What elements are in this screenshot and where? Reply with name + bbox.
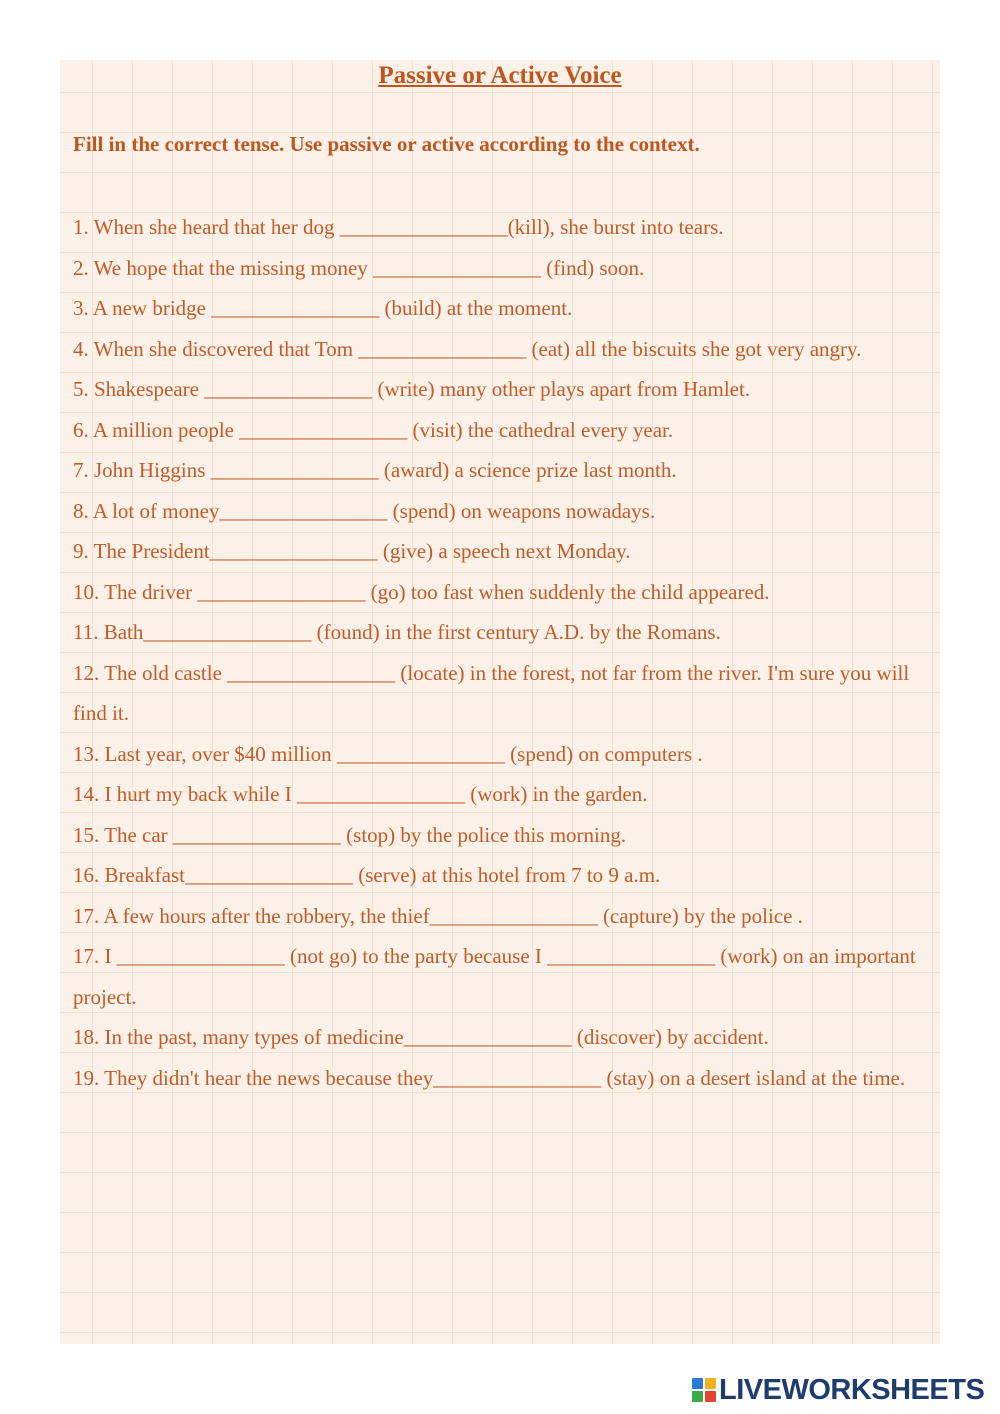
question-item: 1. When she heard that her dog ________________(kill), she burst into tears. bbox=[73, 215, 724, 239]
question-list bbox=[73, 207, 925, 1098]
page-title: Passive or Active Voice bbox=[378, 62, 622, 89]
question-item: 9. The President________________ (give) a speech next Monday. bbox=[73, 539, 631, 563]
question-item: 4. When she discovered that Tom ________________ (eat) all the biscuits she got very angry. bbox=[73, 336, 862, 361]
question-item: 10. The driver ________________ (go) too fast when suddenly the child appeared. bbox=[73, 579, 770, 604]
question-item: 8. A lot of money________________ (spend) on weapons nowadays. bbox=[73, 498, 656, 523]
question-item: 14. I hurt my back while I ________________ (work) in the garden. bbox=[73, 782, 648, 806]
brand-name: LIVEWORKSHEETS bbox=[719, 1373, 985, 1406]
question-item: 5. Shakespeare ________________ (write) many other plays apart from Hamlet. bbox=[73, 377, 751, 401]
worksheet-page bbox=[60, 60, 940, 1344]
question-item: 7. John Higgins ________________ (award) a science prize last month. bbox=[73, 458, 677, 482]
liveworksheets-logo-icon bbox=[692, 1378, 716, 1402]
question-item: 17. I ________________ (not go) to the party because I ________________ (work) on an important project. bbox=[73, 944, 916, 1009]
question-item: 15. The car ________________ (stop) by the police this morning. bbox=[73, 822, 627, 847]
logo-square bbox=[705, 1391, 716, 1402]
logo-square bbox=[692, 1391, 703, 1402]
question-item: 2. We hope that the missing money ________________ (find) soon. bbox=[73, 255, 645, 280]
question-item: 12. The old castle ________________ (locate) in the forest, not far from the river. I'm sure you will find it. bbox=[73, 660, 910, 725]
question-item: 11. Bath________________ (found) in the first century A.D. by the Romans. bbox=[73, 620, 721, 644]
liveworksheets-brand[interactable] bbox=[692, 1373, 984, 1407]
logo-square bbox=[692, 1378, 703, 1389]
question-item: 19. They didn't hear the news because they________________ (stay) on a desert island at the time. bbox=[73, 1065, 906, 1090]
question-item: 3. A new bridge ________________ (build) at the moment. bbox=[73, 296, 573, 320]
question-item: 16. Breakfast________________ (serve) at this hotel from 7 to 9 a.m. bbox=[73, 863, 661, 887]
question-item: 18. In the past, many types of medicine________________ (discover) by accident. bbox=[73, 1025, 769, 1049]
question-item: 13. Last year, over $40 million ________________ (spend) on computers . bbox=[73, 741, 703, 766]
question-item: 17. A few hours after the robbery, the thief________________ (capture) by the police . bbox=[73, 903, 803, 928]
logo-square bbox=[705, 1378, 716, 1389]
question-item: 6. A million people ________________ (visit) the cathedral every year. bbox=[73, 417, 674, 442]
instruction-text: Fill in the correct tense. Use passive or active according to the context. bbox=[73, 132, 700, 156]
